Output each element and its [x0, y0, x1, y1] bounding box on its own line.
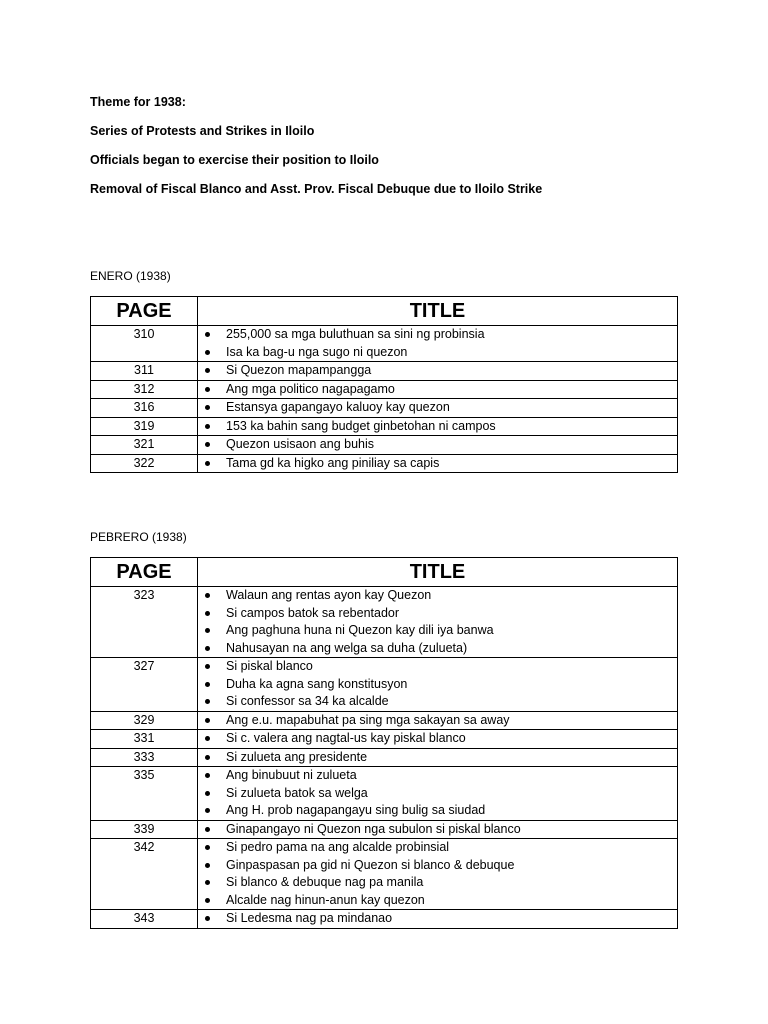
list-item: Si blanco & debuque nag pa manila [198, 874, 677, 892]
page-number: 319 [91, 417, 198, 436]
table-row [91, 399, 678, 418]
list-item: Ang paghuna huna ni Quezon kay dili iya banwa [198, 622, 677, 640]
title-list [198, 436, 677, 454]
list-item: Ang e.u. mapabuhat pa sing mga sakayan sa away [198, 712, 677, 730]
page-number: 335 [91, 767, 198, 821]
title-list [198, 399, 677, 417]
title-list [198, 362, 677, 380]
title-cell [198, 839, 678, 910]
list-item: Ginapangayo ni Quezon nga subulon si piskal blanco [198, 821, 677, 839]
title-list [198, 910, 677, 928]
list-item: Si pedro pama na ang alcalde probinsial [198, 839, 677, 857]
theme-line: Officials began to exercise their position to Iloilo [90, 153, 379, 167]
pebrero-table [90, 557, 678, 929]
list-item: Tama gd ka higko ang piniliay sa capis [198, 455, 677, 473]
title-list [198, 381, 677, 399]
title-cell [198, 399, 678, 418]
title-cell [198, 711, 678, 730]
list-item: Si Ledesma nag pa mindanao [198, 910, 677, 928]
list-item: Si zulueta batok sa welga [198, 785, 677, 803]
page-number: 339 [91, 820, 198, 839]
table-row [91, 748, 678, 767]
table-row [91, 587, 678, 658]
title-cell [198, 820, 678, 839]
list-item: Quezon usisaon ang buhis [198, 436, 677, 454]
page-number: 327 [91, 658, 198, 712]
title-list [198, 712, 677, 730]
page-number: 329 [91, 711, 198, 730]
title-list [198, 821, 677, 839]
title-list [198, 326, 677, 361]
enero-table [90, 296, 678, 473]
title-cell [198, 748, 678, 767]
page-column-header: PAGE [91, 558, 198, 587]
list-item: Si confessor sa 34 ka alcalde [198, 693, 677, 711]
list-item: Walaun ang rentas ayon kay Quezon [198, 587, 677, 605]
page-number: 310 [91, 326, 198, 362]
page-number: 312 [91, 380, 198, 399]
title-cell [198, 326, 678, 362]
list-item: Nahusayan na ang welga sa duha (zulueta) [198, 640, 677, 658]
page-number: 333 [91, 748, 198, 767]
table-row [91, 362, 678, 381]
list-item: Estansya gapangayo kaluoy kay quezon [198, 399, 677, 417]
theme-line: Removal of Fiscal Blanco and Asst. Prov. Fiscal Debuque due to Iloilo Strike [90, 182, 543, 196]
list-item: Ang mga politico nagapagamo [198, 381, 677, 399]
table-row [91, 380, 678, 399]
table-row [91, 658, 678, 712]
page-number: 323 [91, 587, 198, 658]
table-header-row [91, 297, 678, 326]
page-number: 321 [91, 436, 198, 455]
title-cell [198, 767, 678, 821]
table-row [91, 326, 678, 362]
page-number: 316 [91, 399, 198, 418]
title-list [198, 418, 677, 436]
table-row [91, 910, 678, 929]
table-row [91, 417, 678, 436]
table-row [91, 711, 678, 730]
table-row [91, 454, 678, 473]
table-row [91, 730, 678, 749]
list-item: Alcalde nag hinun-anun kay quezon [198, 892, 677, 910]
title-cell [198, 730, 678, 749]
page-number: 331 [91, 730, 198, 749]
list-item: 153 ka bahin sang budget ginbetohan ni campos [198, 418, 677, 436]
theme-line: Series of Protests and Strikes in Iloilo [90, 124, 315, 138]
list-item: 255,000 sa mga buluthuan sa sini ng probinsia [198, 326, 677, 344]
list-item: Si zulueta ang presidente [198, 749, 677, 767]
table-row [91, 820, 678, 839]
title-cell [198, 362, 678, 381]
page-number: 322 [91, 454, 198, 473]
list-item: Si piskal blanco [198, 658, 677, 676]
list-item: Ang H. prob nagapangayu sing bulig sa siudad [198, 802, 677, 820]
page-number: 343 [91, 910, 198, 929]
title-cell [198, 910, 678, 929]
list-item: Ang binubuut ni zulueta [198, 767, 677, 785]
title-cell [198, 380, 678, 399]
title-list [198, 658, 677, 711]
table-row [91, 436, 678, 455]
list-item: Ginpaspasan pa gid ni Quezon si blanco & debuque [198, 857, 677, 875]
title-list [198, 455, 677, 473]
title-list [198, 767, 677, 820]
page-number: 342 [91, 839, 198, 910]
title-cell [198, 658, 678, 712]
table-row [91, 767, 678, 821]
table-header-row [91, 558, 678, 587]
title-list [198, 749, 677, 767]
table-row [91, 839, 678, 910]
list-item: Duha ka agna sang konstitusyon [198, 676, 677, 694]
month-label-enero: ENERO (1938) [90, 269, 171, 283]
page-column-header: PAGE [91, 297, 198, 326]
page-number: 311 [91, 362, 198, 381]
list-item: Si Quezon mapampangga [198, 362, 677, 380]
title-list [198, 587, 677, 657]
title-list [198, 730, 677, 748]
list-item: Si c. valera ang nagtal-us kay piskal blanco [198, 730, 677, 748]
theme-block [90, 94, 542, 210]
title-cell [198, 454, 678, 473]
month-label-pebrero: PEBRERO (1938) [90, 530, 187, 544]
title-cell [198, 587, 678, 658]
title-cell [198, 417, 678, 436]
list-item: Si campos batok sa rebentador [198, 605, 677, 623]
title-column-header: TITLE [198, 558, 678, 587]
theme-heading: Theme for 1938: [90, 95, 186, 109]
title-cell [198, 436, 678, 455]
title-list [198, 839, 677, 909]
list-item: Isa ka bag-u nga sugo ni quezon [198, 344, 677, 362]
title-column-header: TITLE [198, 297, 678, 326]
